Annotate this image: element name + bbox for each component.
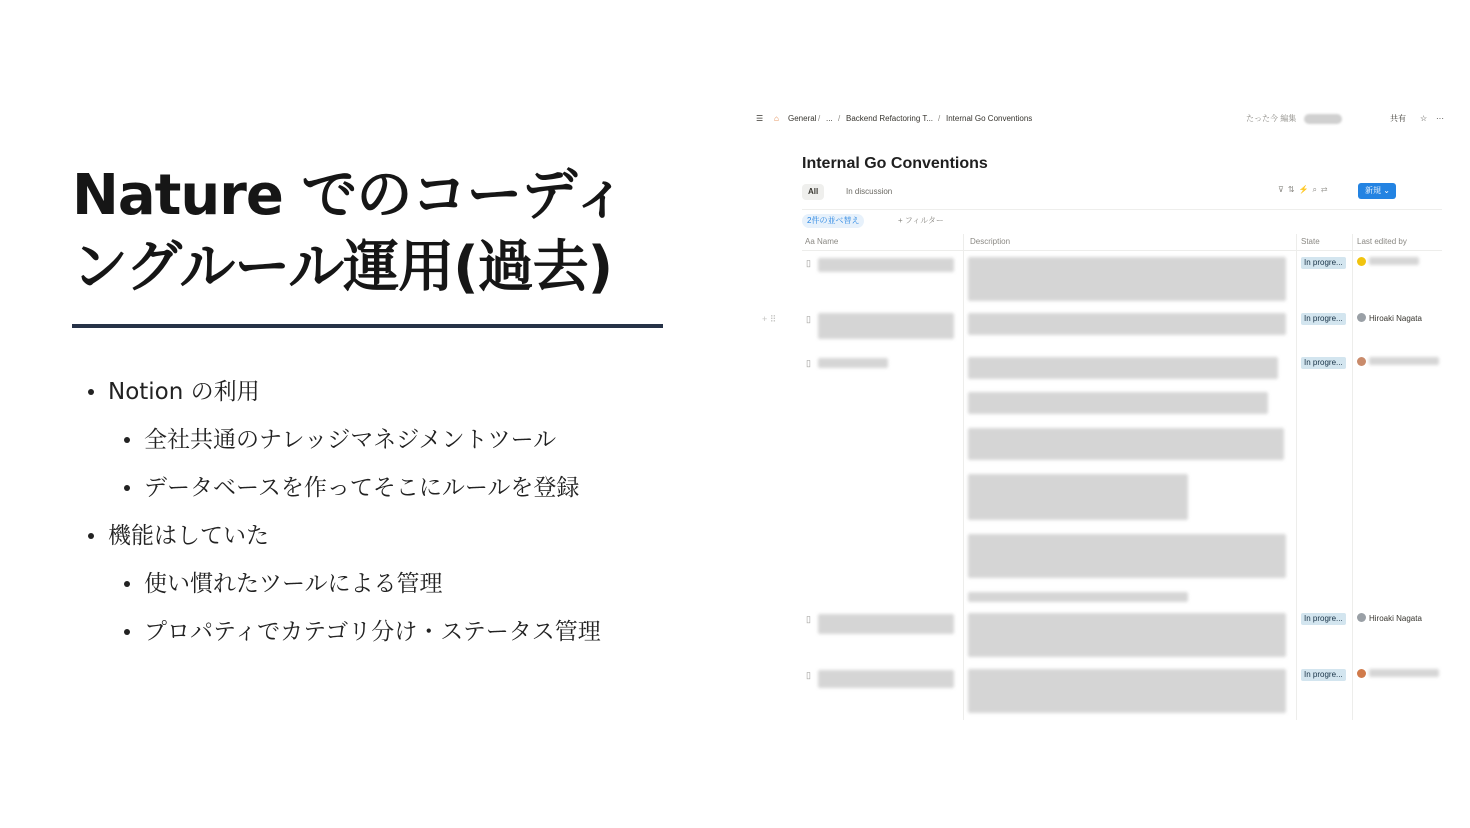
share-button[interactable]: 共有 — [1390, 114, 1406, 123]
slide-title-line-1: Nature でのコーディ — [72, 163, 627, 228]
blurred-name — [818, 258, 954, 272]
edited-status: たった今 編集 — [1246, 114, 1297, 123]
notion-screenshot — [752, 104, 1452, 720]
breadcrumb-item[interactable]: General — [788, 114, 817, 123]
column-header-last-edited-by[interactable]: Last edited by — [1357, 237, 1407, 246]
last-edited-by: Hiroaki Nagata — [1357, 313, 1422, 325]
home-icon: ⌂ — [774, 114, 779, 123]
last-edited-by — [1357, 669, 1439, 681]
page-icon: ▯ — [806, 614, 811, 624]
tab-all[interactable]: All — [802, 184, 824, 200]
column-divider — [1296, 234, 1297, 720]
notion-topbar: ☰ ⌂ General / ... / Backend Refactoring T... / Internal Go Conventions たった今 編集 共有 ☆ ··· — [752, 112, 1452, 128]
breadcrumb-item-current[interactable]: Internal Go Conventions — [946, 114, 1033, 123]
sub-bullet-item: 使い慣れたツールによる管理 — [84, 560, 601, 608]
sub-bullet-item: 全社共通のナレッジマネジメントツール — [84, 416, 601, 464]
blurred-name — [818, 614, 954, 634]
blurred-name — [818, 313, 954, 339]
avatar — [1357, 613, 1366, 622]
add-filter-button[interactable]: + フィルター — [898, 216, 944, 225]
avatar — [1357, 357, 1366, 366]
last-edited-by: Hiroaki Nagata — [1357, 613, 1422, 625]
blurred-description — [968, 313, 1286, 335]
state-badge[interactable]: In progre... — [1301, 669, 1346, 681]
sub-bullet-item: プロパティでカテゴリ分け・ステータス管理 — [84, 608, 601, 656]
drag-handle-icon[interactable]: + ⠿ — [762, 314, 777, 324]
bullet-list — [84, 368, 601, 656]
slide-title — [72, 160, 672, 304]
last-edited-by — [1357, 357, 1439, 369]
blurred-description — [968, 613, 1286, 657]
database-title: Internal Go Conventions — [802, 155, 988, 172]
blurred-description — [968, 257, 1286, 301]
page-icon: ▯ — [806, 258, 811, 268]
star-icon[interactable]: ☆ — [1420, 114, 1428, 123]
filter-row — [802, 209, 1442, 225]
column-header-description[interactable]: Description — [970, 237, 1011, 246]
state-badge[interactable]: In progre... — [1301, 357, 1346, 369]
column-header-name[interactable]: Aa Name — [805, 237, 839, 246]
last-edited-by — [1357, 257, 1419, 269]
sub-bullet-item: データベースを作ってそこにルールを登録 — [84, 464, 601, 512]
blurred-name — [818, 358, 888, 368]
blurred-name — [818, 670, 954, 688]
breadcrumb-item[interactable]: Backend Refactoring T... — [846, 114, 934, 123]
page-icon: ▯ — [806, 670, 811, 680]
collaborator-avatars[interactable] — [1304, 114, 1342, 124]
column-divider — [963, 234, 964, 720]
bullet-item: 機能はしていた — [84, 512, 601, 560]
column-header-state[interactable]: State — [1301, 237, 1320, 246]
avatar — [1357, 669, 1366, 678]
blurred-description — [968, 669, 1286, 713]
tab-in-discussion[interactable]: In discussion — [846, 187, 893, 196]
new-button[interactable]: 新規 ⌄ — [1358, 183, 1396, 199]
state-badge[interactable]: In progre... — [1301, 613, 1346, 625]
page-icon: ▯ — [806, 314, 811, 324]
sidebar-toggle-icon[interactable]: ☰ — [756, 114, 764, 123]
title-underline — [72, 324, 663, 328]
state-badge[interactable]: In progre... — [1301, 313, 1346, 325]
bullet-item: Notion の利用 — [84, 368, 601, 416]
more-icon[interactable]: ··· — [1436, 114, 1444, 123]
database-toolbar-icons[interactable]: ⊽⇅⚡⌕⇄ — [1278, 185, 1332, 194]
column-divider — [1352, 234, 1353, 720]
slide-title-line-2: ングルール運用(過去) — [72, 235, 613, 300]
sort-chip[interactable]: 2件の並べ替え — [802, 214, 864, 228]
avatar — [1357, 313, 1366, 322]
breadcrumb-item[interactable]: ... — [826, 114, 833, 123]
blurred-description — [968, 357, 1278, 379]
page-icon: ▯ — [806, 358, 811, 368]
state-badge[interactable]: In progre... — [1301, 257, 1346, 269]
avatar — [1357, 257, 1366, 266]
header-divider — [802, 250, 1442, 251]
